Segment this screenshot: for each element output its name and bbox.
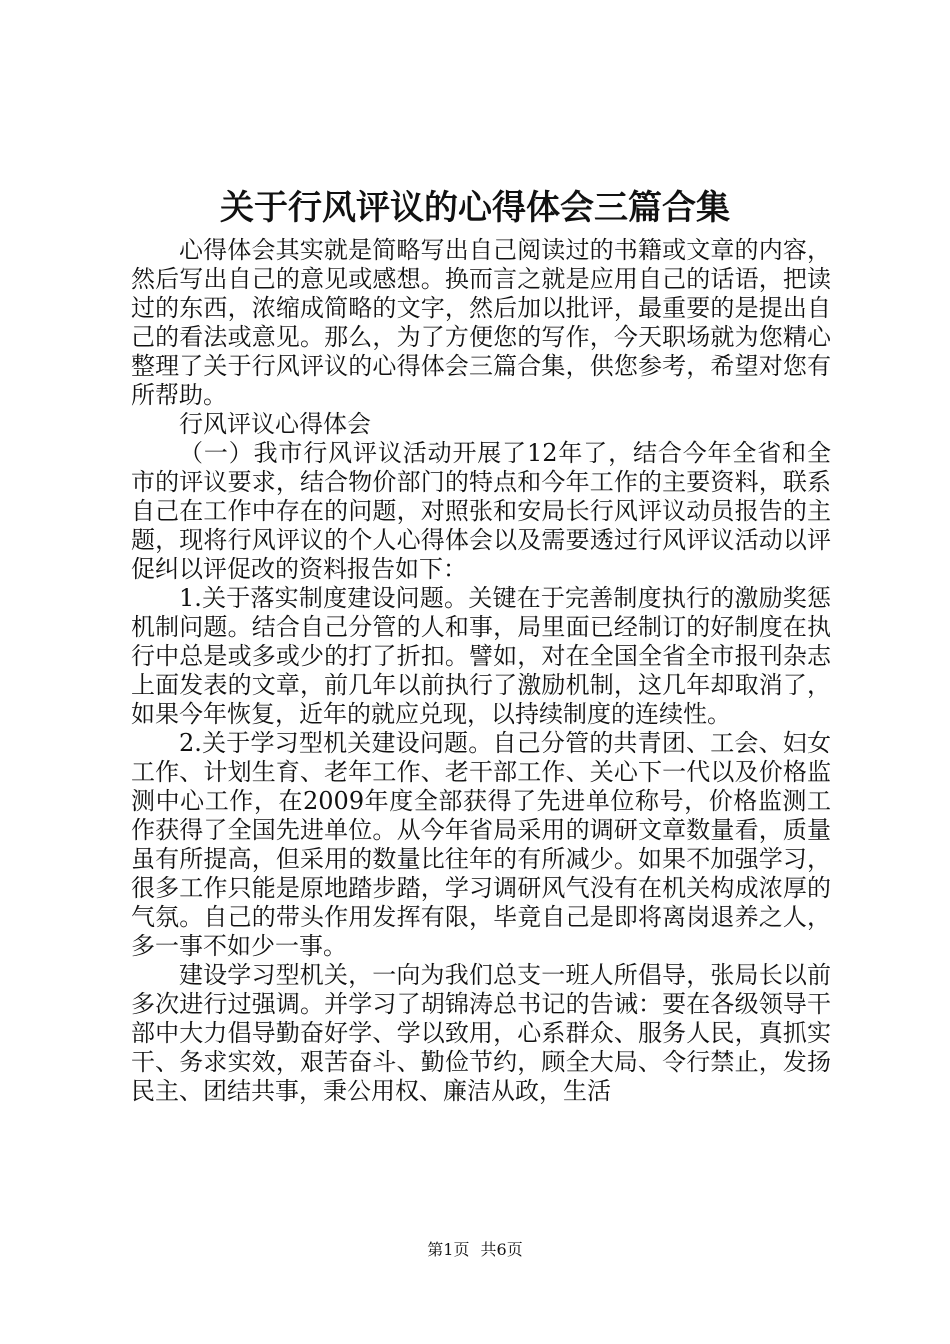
page-footer [0, 1240, 950, 1260]
document-title: 关于行风评议的心得体会三篇合集 [220, 188, 730, 228]
page-total: 共6页 [480, 1240, 523, 1259]
paragraph-3: 2.关于学习型机关建设问题。自己分管的共青团、工会、妇女工作、计划生育、老年工作、老干部工作、关心下一代以及价格监测中心工作，在2009年度全部获得了先进单位称号，价格监测工作获得了全国先进单位。从今年省局采用的调研文章数量看，质量虽有所提高，但采用的数量比往年的有所减少。如果不加强学习，很多工作只能是原地踏步踏，学习调研风气没有在机关构成浓厚的气氛。自己的带头作用发挥有限，毕竟自己是即将离岗退养之人，多一事不如少一事。 [131, 729, 831, 960]
document-body [131, 236, 831, 1106]
paragraph-4: 建设学习型机关，一向为我们总支一班人所倡导，张局长以前多次进行过强调。并学习了胡锦涛总书记的告诫：要在各级领导干部中大力倡导勤奋好学、学以致用，心系群众、服务人民，真抓实干、务求实效，艰苦奋斗、勤俭节约，顾全大局、令行禁止，发扬民主、团结共事，秉公用权、廉洁从政，生活 [131, 961, 831, 1105]
page-number: 第1页 [427, 1240, 470, 1259]
paragraph-2: 1.关于落实制度建设问题。关键在于完善制度执行的激励奖惩机制问题。结合自己分管的人和事，局里面已经制订的好制度在执行中总是或多或少的打了折扣。譬如，对在全国全省全市报刊杂志上面发表的文章，前几年以前执行了激励机制，这几年却取消了，如果今年恢复，近年的就应兑现，以持续制度的连续性。 [131, 584, 831, 728]
paragraph-1: （一）我市行风评议活动开展了12年了，结合今年全省和全市的评议要求，结合物价部门的特点和今年工作的主要资料，联系自己在工作中存在的问题，对照张和安局长行风评议动员报告的主题，现将行风评议的个人心得体会以及需要透过行风评议活动以评促纠以评促改的资料报告如下： [131, 439, 831, 583]
paragraph-intro: 心得体会其实就是简略写出自己阅读过的书籍或文章的内容，然后写出自己的意见或感想。换而言之就是应用自己的话语，把读过的东西，浓缩成简略的文字，然后加以批评，最重要的是提出自己的看法或意见。那么，为了方便您的写作，今天职场就为您精心整理了关于行风评议的心得体会三篇合集，供您参考，希望对您有所帮助。 [131, 236, 831, 409]
section-heading: 行风评议心得体会 [179, 410, 371, 438]
